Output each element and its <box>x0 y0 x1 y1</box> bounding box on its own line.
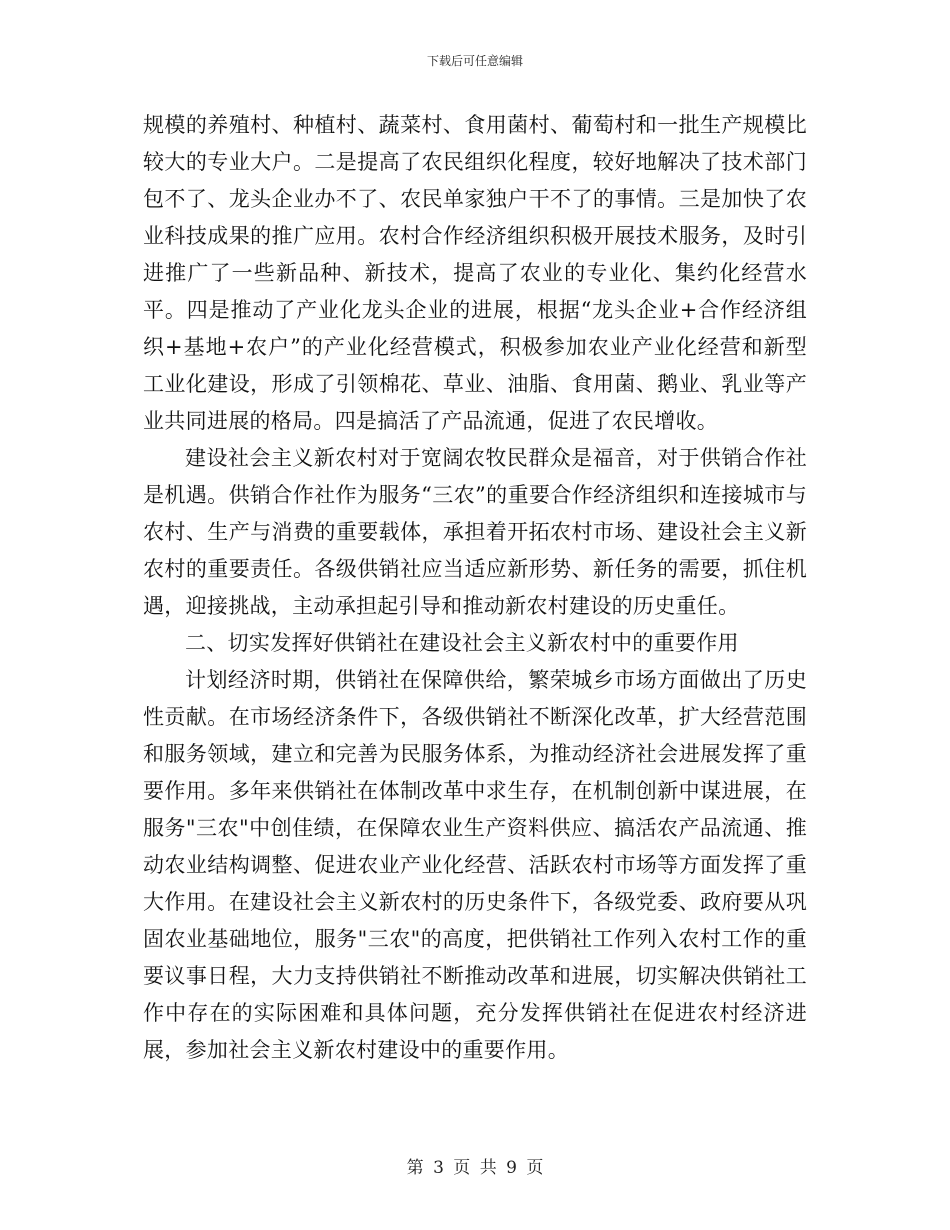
paragraph-opportunity: 建设社会主义新农村对于宽阔农牧民群众是福音，对于供销合作社是机遇。供销合作社作为服务“三农”的重要合作经济组织和连接城市与农村、生产与消费的重要载体，承担着开拓农村市场、建设社会主义新农村的重要责任。各级供销社应当适应新形势、新任务的需要，抓住机遇，迎接挑战，主动承担起引导和推动新农村建设的历史重任。 <box>143 446 807 618</box>
section-heading: 二、切实发挥好供销社在建设社会主义新农村中的重要作用 <box>185 631 739 655</box>
document-body <box>143 107 807 1069</box>
paragraph-continuation: 规模的养殖村、种植村、蔬菜村、食用菌村、葡萄村和一批生产规模比较大的专业大户。二是提高了农民组织化程度，较好地解决了技术部门包不了、龙头企业办不了、农民单家独户干不了的事情。三是加快了农业科技成果的推广应用。农村合作经济组织积极开展技术服务，及时引进推广了一些新品种、新技术，提高了农业的专业化、集约化经营水平。四是推动了产业化龙头企业的进展，根据“龙头企业+合作经济组织+基地+农户”的产业化经营模式，积极参加农业产业化经营和新型工业化建设，形成了引领棉花、草业、油脂、食用菌、鹅业、乳业等产业共同进展的格局。四是搞活了产品流通，促进了农民增收。 <box>143 113 807 433</box>
page-number: 第 3 页 共 9 页 <box>406 1158 544 1178</box>
paragraph-role: 计划经济时期，供销社在保障供给，繁荣城乡市场方面做出了历史性贡献。在市场经济条件下，各级供销社不断深化改革，扩大经营范围和服务领域，建立和完善为民服务体系，为推动经济社会进展发挥了重要作用。多年来供销社在体制改革中求生存，在机制创新中谋进展，在服务"三农"中创佳绩，在保障农业生产资料供应、搞活农产品流通、推动农业结构调整、促进农业产业化经营、活跃农村市场等方面发挥了重大作用。在建设社会主义新农村的历史条件下，各级党委、政府要从巩固农业基础地位，服务"三农"的高度，把供销社工作列入农村工作的重要议事日程，大力支持供销社不断推动改革和进展，切实解决供销社工作中存在的实际困难和具体问题，充分发挥供销社在促进农村经济进展，参加社会主义新农村建设中的重要作用。 <box>143 668 807 1062</box>
page-header-note: 下载后可任意编辑 <box>426 54 523 68</box>
